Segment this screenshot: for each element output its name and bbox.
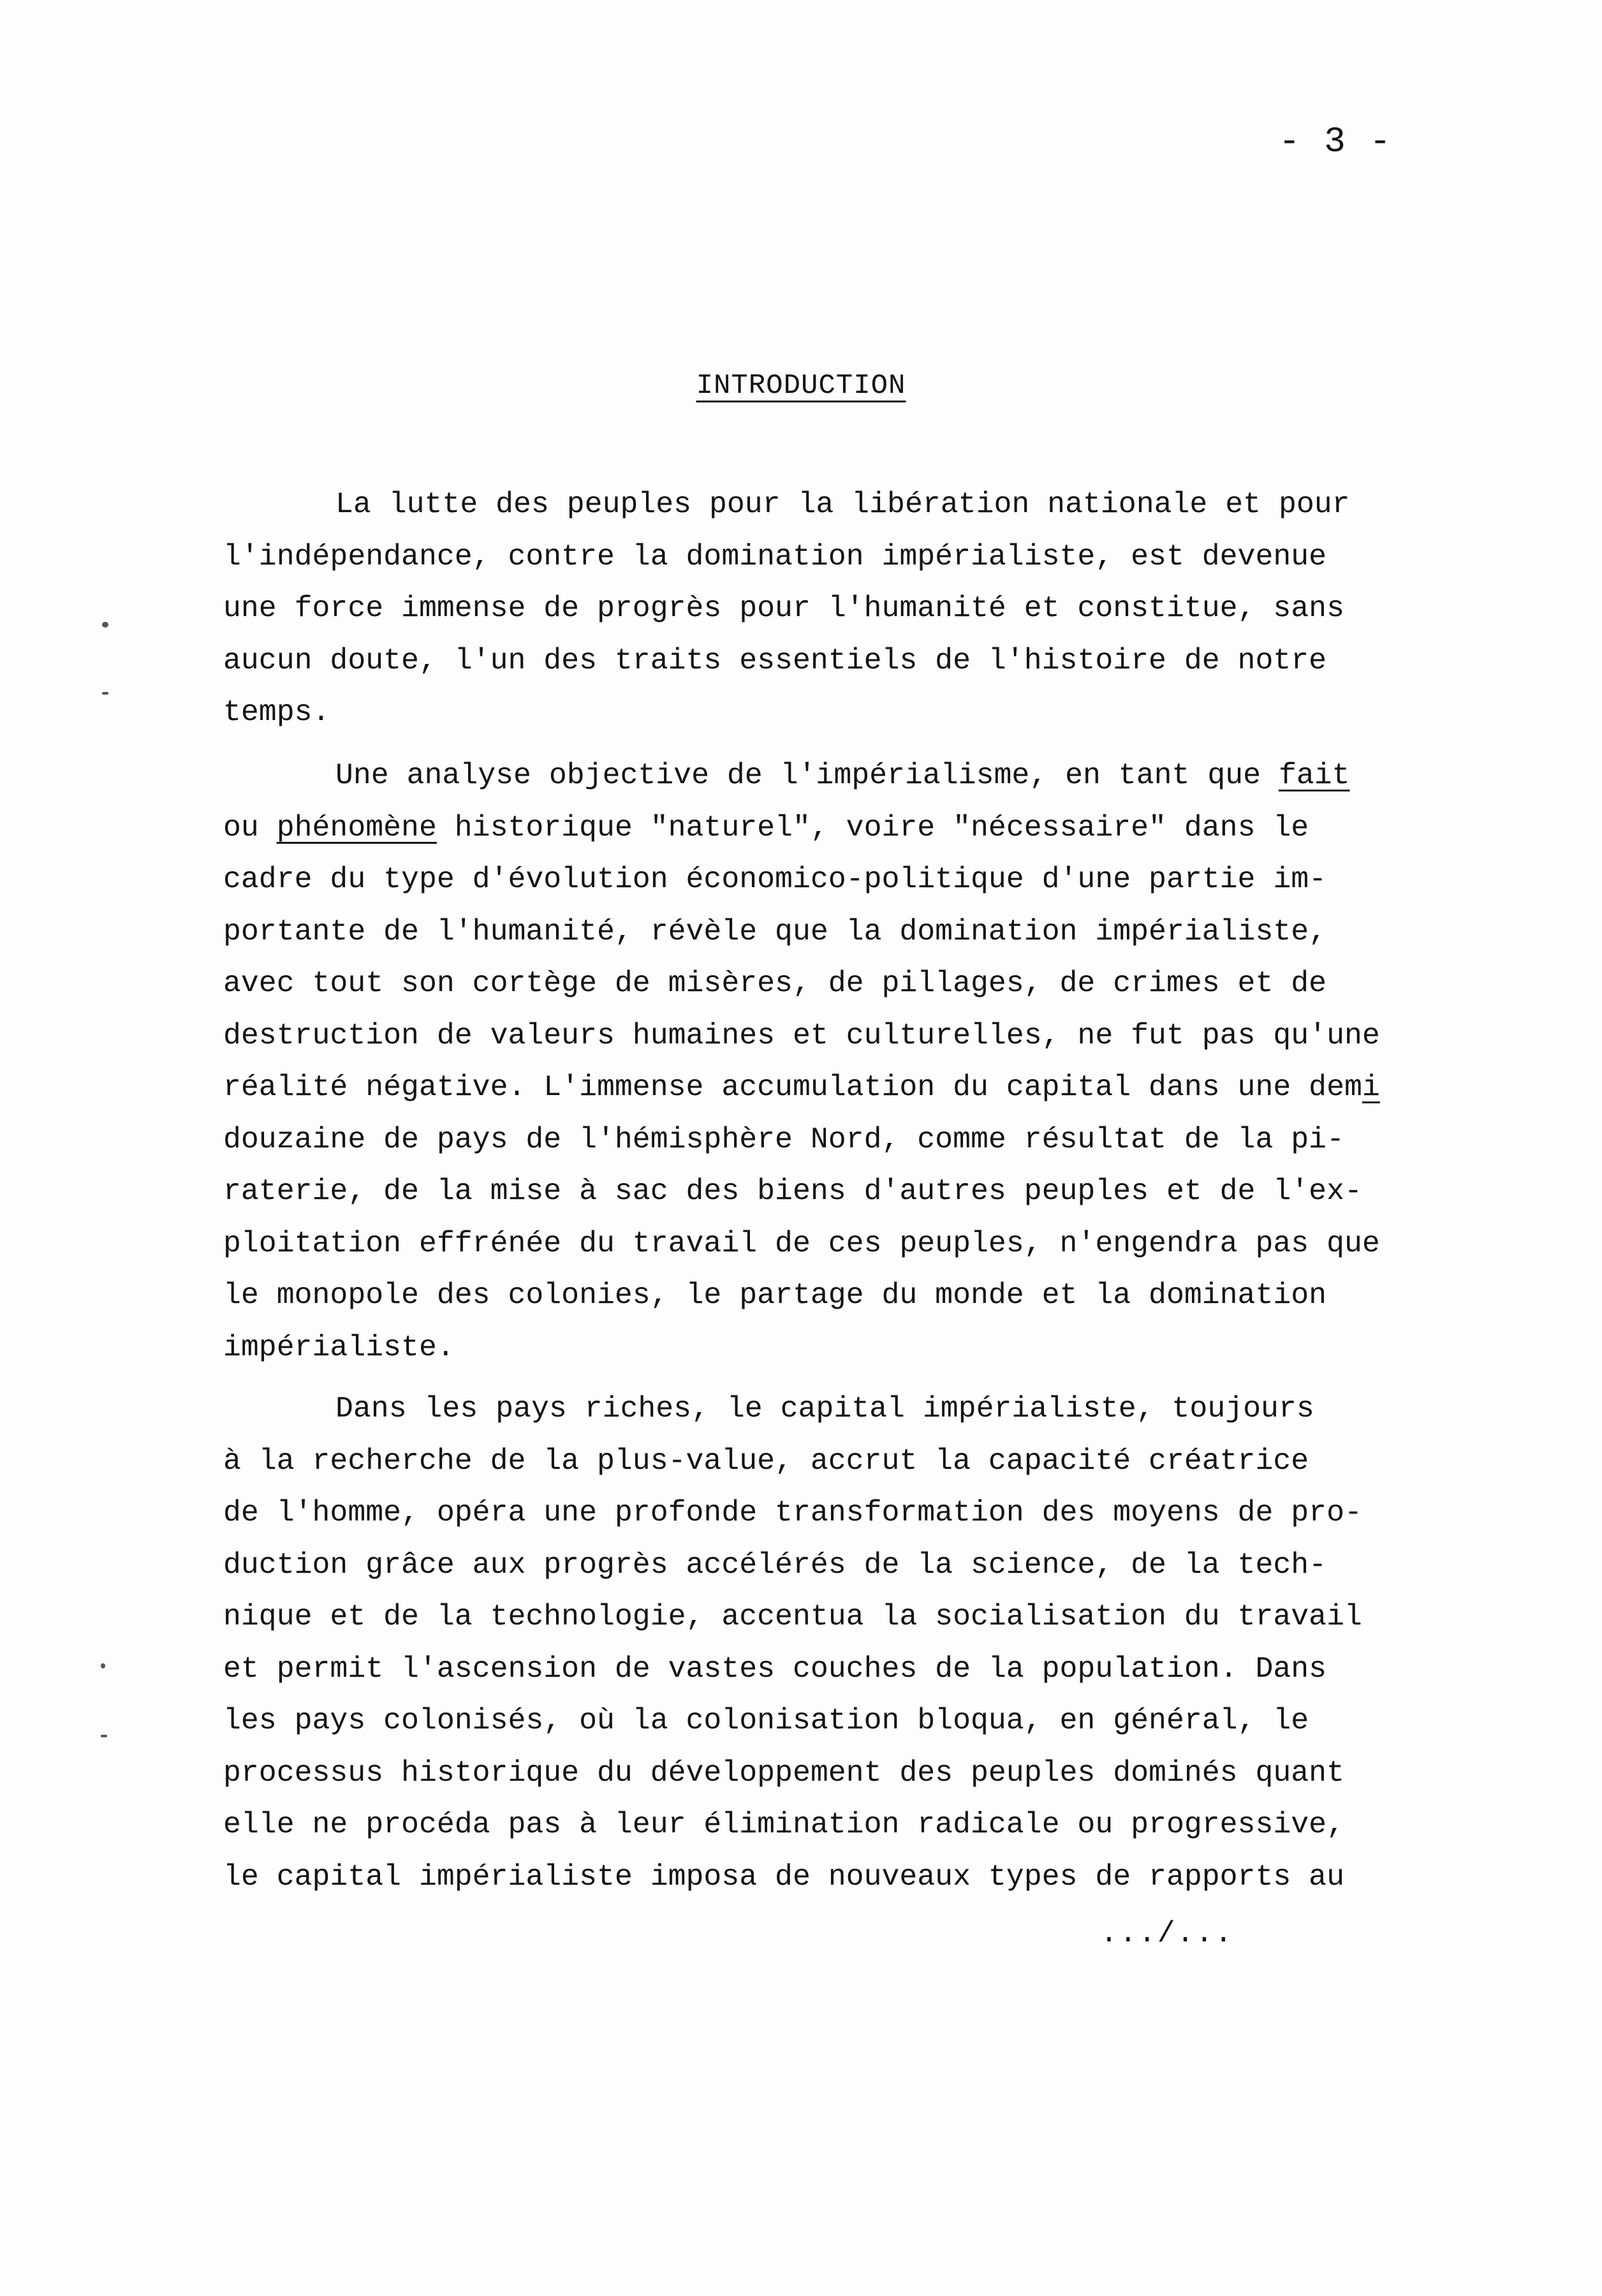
paragraph-line (223, 1061, 1422, 1114)
section-title-text: INTRODUCTION (696, 370, 906, 402)
paragraph-line: avec tout son cortège de misères, de pillages, de crimes et de (223, 966, 1327, 1000)
paragraph-line: de l'homme, opéra une profonde transformation des moyens de pro- (223, 1496, 1362, 1529)
paragraph-line (223, 802, 1422, 854)
paragraph-line: douzaine de pays de l'hémisphère Nord, comme résultat de la pi- (223, 1122, 1344, 1156)
underlined-word: phénomène (276, 810, 437, 844)
scan-speck (102, 692, 108, 695)
paragraph-1 (223, 478, 1422, 739)
paragraph-line: ploitation effrénée du travail de ces peuples, n'engendra pas que (223, 1226, 1380, 1260)
underlined-letter: i (1362, 1070, 1380, 1104)
paragraph-line (223, 749, 1422, 802)
text-run: Une analyse objective de l'impérialisme, en tant que (335, 758, 1279, 792)
paragraph-line: nique et de la technologie, accentua la socialisation du travail (223, 1600, 1362, 1633)
scan-speck (101, 1735, 107, 1737)
text-run: historique "naturel", voire "nécessaire" dans le (436, 810, 1309, 844)
paragraph-line: duction grâce aux progrès accélérés de la science, de la tech- (223, 1547, 1327, 1582)
paragraph-line: une force immense de progrès pour l'humanité et constitue, sans (223, 591, 1344, 625)
section-title (0, 370, 1602, 402)
continuation-marker: .../... (1100, 1917, 1234, 1950)
page-number: - 3 - (1279, 121, 1393, 162)
scan-speck (102, 622, 108, 628)
paragraph-line: cadre du type d'évolution économico-politique d'une partie im- (223, 862, 1327, 896)
scan-speck (101, 1663, 105, 1668)
paragraph-line: temps. (223, 695, 330, 729)
paragraph-line: le monopole des colonies, le partage du monde et la domination (223, 1278, 1327, 1312)
paragraph-line: raterie, de la mise à sac des biens d'autres peuples et de l'ex- (223, 1174, 1362, 1208)
underlined-word: fait (1278, 758, 1350, 792)
paragraph-3 (223, 1383, 1422, 1902)
paragraph-line: elle ne procéda pas à leur élimination radicale ou progressive, (223, 1807, 1344, 1841)
text-run: ou (223, 810, 277, 844)
paragraph-line: les pays colonisés, où la colonisation bloqua, en général, le (223, 1704, 1309, 1737)
text-run: réalité négative. L'immense accumulation du capital dans une dem (223, 1070, 1362, 1104)
paragraph-line: processus historique du développement des peuples dominés quant (223, 1755, 1344, 1790)
paragraph-line: impérialiste. (223, 1330, 455, 1364)
paragraph-2 (223, 749, 1422, 1373)
paragraph-line: et permit l'ascension de vastes couches de la population. Dans (223, 1651, 1327, 1686)
paragraph-line: à la recherche de la plus-value, accrut la capacité créatrice (223, 1443, 1309, 1478)
paragraph-line: le capital impérialiste imposa de nouveaux types de rapports au (223, 1859, 1344, 1894)
paragraph-line: Dans les pays riches, le capital impérialiste, toujours (335, 1392, 1314, 1425)
paragraph-line: portante de l'humanité, révèle que la domination impérialiste, (223, 914, 1327, 948)
paragraph-line: aucun doute, l'un des traits essentiels de l'histoire de notre (223, 643, 1327, 677)
paragraph-line: destruction de valeurs humaines et culturelles, ne fut pas qu'une (223, 1018, 1380, 1052)
paragraph-line: La lutte des peuples pour la libération nationale et pour (335, 487, 1350, 521)
paragraph-line: l'indépendance, contre la domination impérialiste, est devenue (223, 539, 1327, 573)
